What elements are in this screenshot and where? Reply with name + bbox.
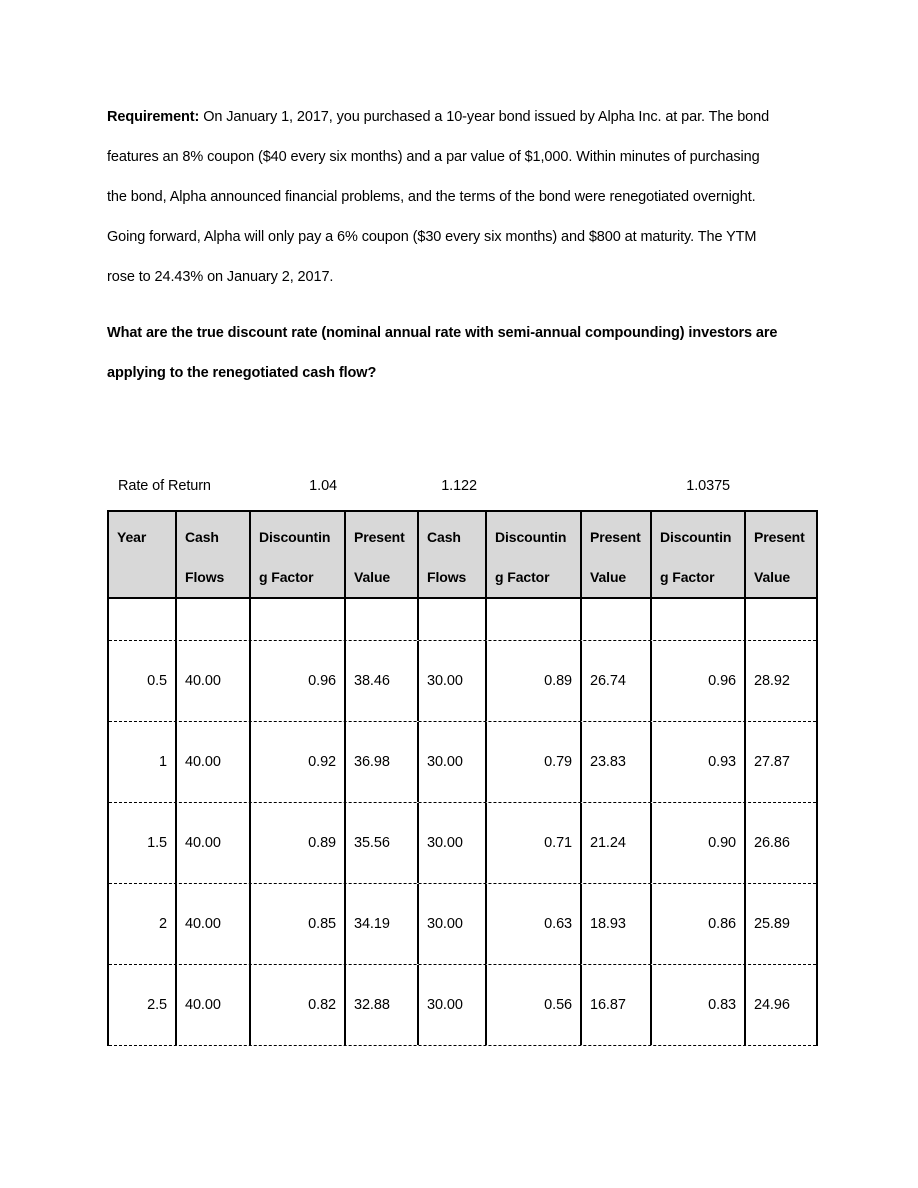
header-line: Cash <box>427 529 461 545</box>
table-cell: 1.5 <box>109 803 177 883</box>
paragraph-line: rose to 24.43% on January 2, 2017. <box>107 269 334 285</box>
table-row <box>109 722 816 803</box>
table-body <box>109 599 816 1046</box>
table-cell: 38.46 <box>346 641 419 721</box>
paragraph-text: On January 1, 2017, you purchased a 10-year bond issued by Alpha Inc. at par. The bond <box>199 109 770 125</box>
table-cell: 25.89 <box>754 916 790 932</box>
table-cell: 0.85 <box>251 884 346 964</box>
table-cell: 2 <box>109 884 177 964</box>
header-cell-cash-flows <box>419 512 487 597</box>
table-cell: 21.24 <box>582 803 652 883</box>
table-header-row <box>109 512 816 599</box>
table-cell: 16.87 <box>582 965 652 1045</box>
table-row <box>109 641 816 722</box>
table-cell: 40.00 <box>177 884 251 964</box>
rate-of-return-row <box>107 476 818 496</box>
table-cell: 2.5 <box>109 965 177 1045</box>
table-cell: 30.00 <box>419 722 487 802</box>
header-line: g Factor <box>495 569 550 585</box>
header-line: Present <box>590 529 641 545</box>
header-cell-discounting-factor <box>487 512 582 597</box>
table-cell: 1 <box>109 722 177 802</box>
paragraph-line: Going forward, Alpha will only pay a 6% coupon ($30 every six months) and $800 at maturity. The YTM <box>107 229 757 245</box>
header-line: Present <box>754 529 805 545</box>
paragraph-line: features an 8% coupon ($40 every six months) and a par value of $1,000. Within minutes of purchasing <box>107 149 760 165</box>
table-cell <box>346 599 419 640</box>
table-cell: 40.00 <box>177 722 251 802</box>
table-cell: 0.89 <box>251 803 346 883</box>
paragraph-line: the bond, Alpha announced financial problems, and the terms of the bond were renegotiated overnight. <box>107 189 756 205</box>
header-line: Discountin <box>259 529 331 545</box>
rate-value: 1.04 <box>309 478 337 494</box>
header-line: Discountin <box>495 529 567 545</box>
table-cell: 30.00 <box>419 803 487 883</box>
header-line: g Factor <box>660 569 715 585</box>
header-line: Value <box>590 569 627 585</box>
table-cell: 0.93 <box>652 722 746 802</box>
question-line: applying to the renegotiated cash flow? <box>107 365 377 381</box>
table-cell: 24.96 <box>754 997 790 1013</box>
table-cell: 18.93 <box>582 884 652 964</box>
table-cell <box>419 599 487 640</box>
header-line: g Factor <box>259 569 314 585</box>
header-cell-present-value <box>746 512 816 597</box>
table-cell: 0.71 <box>487 803 582 883</box>
requirement-label: Requirement: <box>107 109 200 125</box>
table-cell: 27.87 <box>754 754 790 770</box>
table-row <box>109 803 816 884</box>
header-line <box>117 557 171 597</box>
header-cell-discounting-factor <box>251 512 346 597</box>
table-empty-row <box>109 599 816 641</box>
rate-value: 1.122 <box>441 478 477 494</box>
table-cell: 34.19 <box>346 884 419 964</box>
header-line: Value <box>354 569 391 585</box>
requirement-paragraph <box>107 97 769 297</box>
table-cell <box>652 599 746 640</box>
table-cell: 30.00 <box>419 641 487 721</box>
header-line: Discountin <box>660 529 732 545</box>
header-line: Flows <box>185 569 225 585</box>
header-line: Present <box>354 529 405 545</box>
table-cell: 0.5 <box>109 641 177 721</box>
table-cell: 36.98 <box>346 722 419 802</box>
table-cell: 0.83 <box>652 965 746 1045</box>
table-cell: 0.79 <box>487 722 582 802</box>
table-cell: 0.86 <box>652 884 746 964</box>
cashflow-table <box>107 510 818 1046</box>
table-row <box>109 884 816 965</box>
table-cell: 40.00 <box>177 803 251 883</box>
paragraph-line <box>107 97 769 137</box>
table-cell: 26.74 <box>582 641 652 721</box>
rate-value: 1.0375 <box>686 478 730 494</box>
table-cell: 28.92 <box>754 673 790 689</box>
header-line: Value <box>754 569 791 585</box>
header-cell-year <box>109 512 177 597</box>
table-cell: 0.89 <box>487 641 582 721</box>
header-cell-present-value <box>346 512 419 597</box>
question-paragraph <box>107 313 777 393</box>
table-cell <box>582 599 652 640</box>
table-cell: 0.96 <box>251 641 346 721</box>
table-cell: 0.63 <box>487 884 582 964</box>
table-cell <box>251 599 346 640</box>
table-cell: 30.00 <box>419 884 487 964</box>
table-cell: 0.96 <box>652 641 746 721</box>
header-cell-discounting-factor <box>652 512 746 597</box>
table-cell: 40.00 <box>177 965 251 1045</box>
table-cell: 32.88 <box>346 965 419 1045</box>
table-cell: 23.83 <box>582 722 652 802</box>
header-line: Flows <box>427 569 467 585</box>
table-cell <box>109 599 177 640</box>
table-cell: 0.90 <box>652 803 746 883</box>
table-cell <box>177 599 251 640</box>
table-cell: 0.56 <box>487 965 582 1045</box>
table-cell: 40.00 <box>177 641 251 721</box>
rate-of-return-label: Rate of Return <box>118 478 211 494</box>
question-line: What are the true discount rate (nominal annual rate with semi-annual compounding) investors are <box>107 325 778 341</box>
table-cell: 26.86 <box>754 835 790 851</box>
table-cell: 0.82 <box>251 965 346 1045</box>
table-cell <box>487 599 582 640</box>
header-line: Cash <box>185 529 219 545</box>
table-cell: 30.00 <box>419 965 487 1045</box>
header-line: Year <box>117 529 147 545</box>
header-cell-cash-flows <box>177 512 251 597</box>
table-row <box>109 965 816 1046</box>
table-cell: 35.56 <box>346 803 419 883</box>
table-cell <box>746 599 816 640</box>
header-cell-present-value <box>582 512 652 597</box>
table-cell: 0.92 <box>251 722 346 802</box>
page-content <box>107 0 818 1188</box>
